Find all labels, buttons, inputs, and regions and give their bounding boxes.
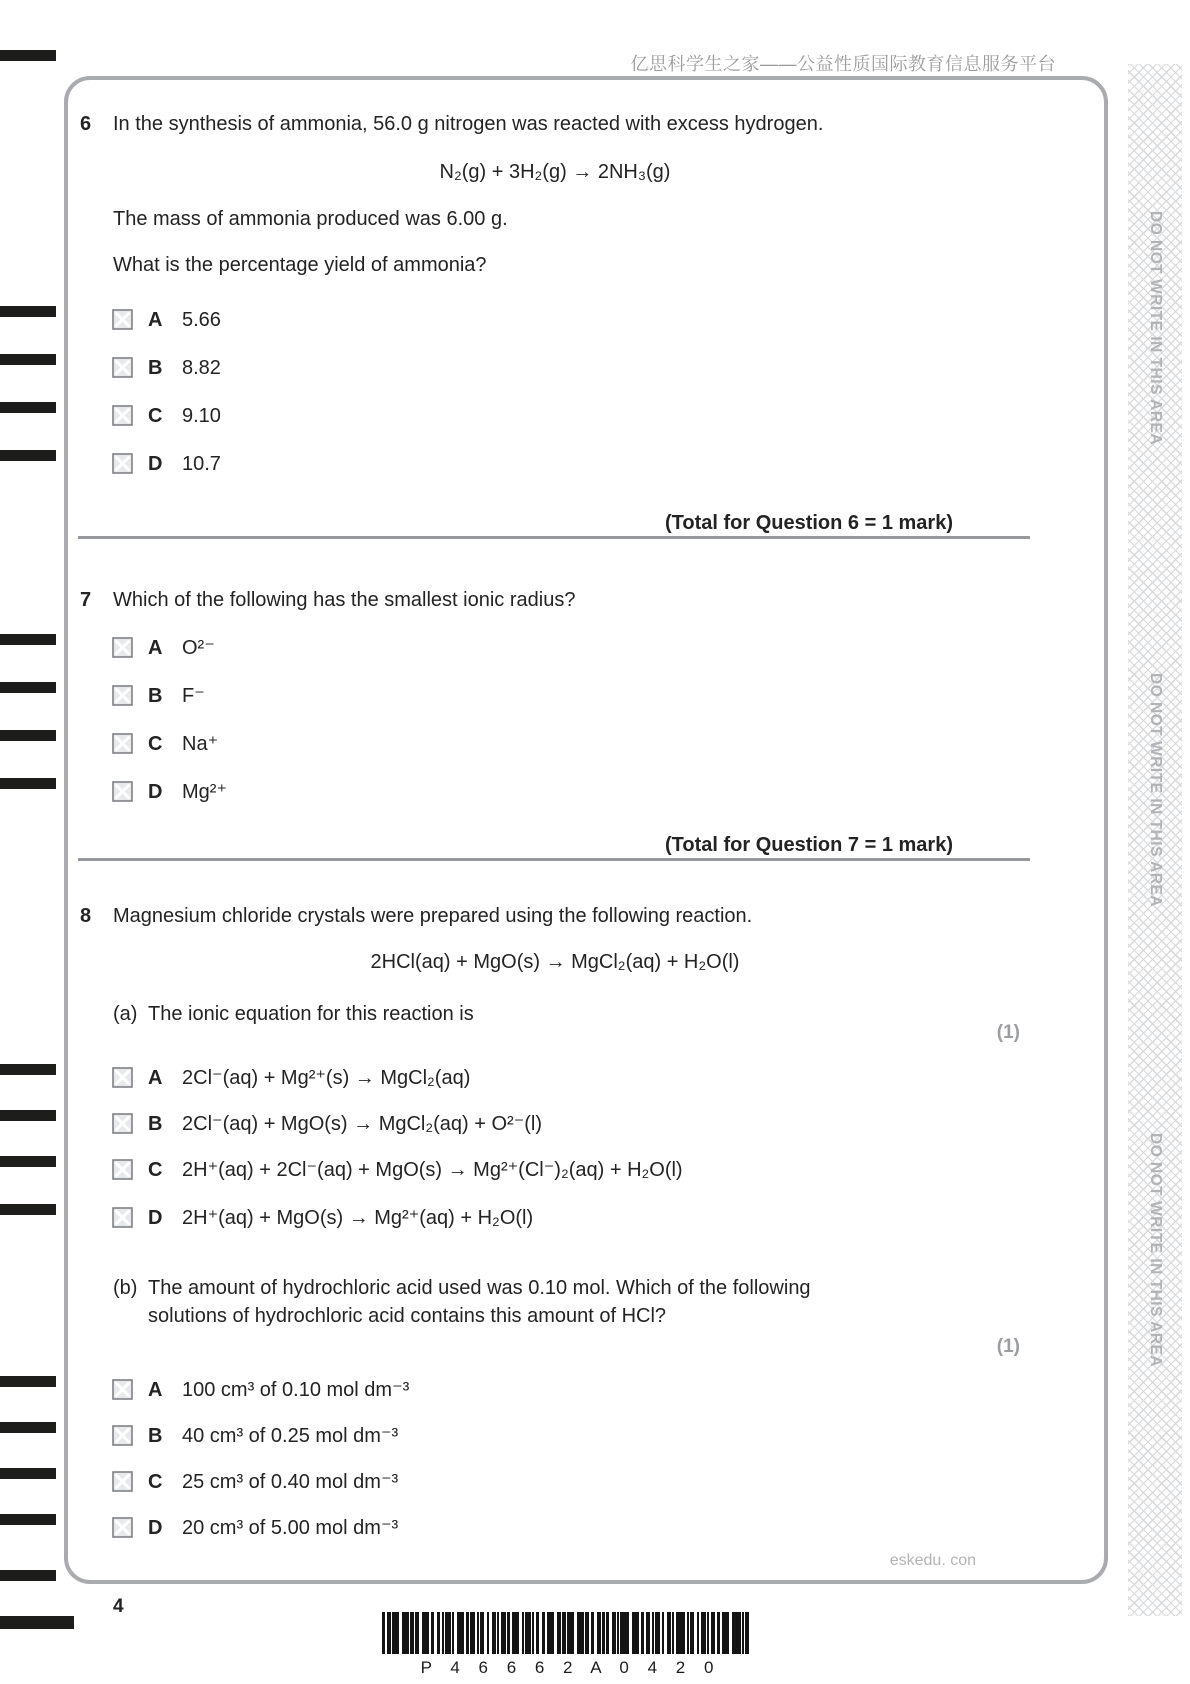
option-text: 100 cm³ of 0.10 mol dm⁻³ bbox=[182, 1379, 410, 1401]
part-text: The ionic equation for this reaction is bbox=[148, 1003, 474, 1025]
option-row bbox=[112, 356, 221, 380]
answer-checkbox[interactable] bbox=[112, 637, 133, 658]
option-letter: B bbox=[148, 1425, 163, 1447]
registration-mark bbox=[0, 306, 56, 317]
do-not-write-label: DO NOT WRITE IN THIS AREA bbox=[1147, 672, 1164, 908]
answer-checkbox[interactable] bbox=[112, 1207, 133, 1228]
option-row bbox=[112, 1206, 533, 1230]
question-stem: In the synthesis of ammonia, 56.0 g nitrogen was reacted with excess hydrogen. bbox=[113, 113, 824, 135]
registration-mark bbox=[0, 1616, 74, 1629]
equation: N₂(g) + 3H₂(g) → 2NH₃(g) bbox=[439, 161, 671, 183]
registration-mark bbox=[0, 1204, 56, 1215]
option-row bbox=[112, 732, 218, 756]
option-text: 9.10 bbox=[182, 405, 221, 427]
answer-checkbox[interactable] bbox=[112, 357, 133, 378]
registration-mark bbox=[0, 1064, 56, 1075]
divider bbox=[78, 858, 1030, 861]
answer-checkbox[interactable] bbox=[112, 1379, 133, 1400]
page-number: 4 bbox=[113, 1596, 124, 1617]
answer-checkbox[interactable] bbox=[112, 405, 133, 426]
option-text: 2H⁺(aq) + MgO(s) → Mg²⁺(aq) + H₂O(l) bbox=[182, 1207, 534, 1229]
question-stem: Magnesium chloride crystals were prepared using the following reaction. bbox=[113, 905, 753, 927]
option-letter: C bbox=[148, 733, 163, 755]
question-stem: Which of the following has the smallest ionic radius? bbox=[113, 589, 576, 611]
option-text: 2H⁺(aq) + 2Cl⁻(aq) + MgO(s) → Mg²⁺(Cl⁻)₂(aq) + H₂O(l) bbox=[182, 1159, 683, 1181]
registration-mark bbox=[0, 1570, 56, 1581]
option-letter: A bbox=[148, 1067, 163, 1089]
option-letter: D bbox=[148, 781, 163, 803]
question-6-stem-row bbox=[80, 112, 1040, 136]
option-row bbox=[112, 636, 215, 660]
option-text: 8.82 bbox=[182, 357, 221, 379]
option-text: 2Cl⁻(aq) + Mg²⁺(s) → MgCl₂(aq) bbox=[182, 1067, 471, 1089]
answer-checkbox[interactable] bbox=[112, 309, 133, 330]
do-not-write-label: DO NOT WRITE IN THIS AREA bbox=[1147, 210, 1164, 446]
answer-checkbox[interactable] bbox=[112, 1425, 133, 1446]
option-row bbox=[112, 1424, 398, 1448]
equation: 2HCl(aq) + MgO(s) → MgCl₂(aq) + H₂O(l) bbox=[370, 951, 740, 973]
registration-mark bbox=[0, 730, 56, 741]
question-number: 8 bbox=[80, 905, 92, 927]
registration-mark bbox=[0, 1110, 56, 1121]
option-letter: A bbox=[148, 1379, 163, 1401]
question-8-stem-row bbox=[80, 904, 1040, 928]
registration-mark bbox=[0, 50, 56, 61]
marks-badge: (1) bbox=[996, 1022, 1020, 1043]
question-area-box bbox=[64, 76, 1108, 1584]
registration-mark bbox=[0, 634, 56, 645]
question-8a-prompt-row bbox=[113, 1002, 1013, 1026]
option-text: F⁻ bbox=[182, 685, 205, 707]
option-letter: C bbox=[148, 1159, 163, 1181]
option-text: 40 cm³ of 0.25 mol dm⁻³ bbox=[182, 1425, 399, 1447]
question-7-stem-row bbox=[80, 588, 1040, 612]
registration-mark bbox=[0, 1468, 56, 1479]
part-label: (a) bbox=[113, 1003, 138, 1025]
option-row bbox=[112, 1158, 683, 1182]
option-letter: D bbox=[148, 453, 163, 475]
option-text: Mg²⁺ bbox=[182, 781, 227, 803]
registration-mark bbox=[0, 450, 56, 461]
answer-checkbox[interactable] bbox=[112, 781, 133, 802]
part-label: (b) bbox=[113, 1277, 138, 1299]
header-watermark: 亿思科学生之家——公益性质国际教育信息服务平台 bbox=[630, 54, 1056, 74]
option-row bbox=[112, 308, 221, 332]
option-row bbox=[112, 452, 221, 476]
question-8b-prompt-row bbox=[113, 1274, 863, 1330]
option-text: 10.7 bbox=[182, 453, 221, 475]
answer-checkbox[interactable] bbox=[112, 1471, 133, 1492]
registration-mark bbox=[0, 1376, 56, 1387]
option-row bbox=[112, 1470, 398, 1494]
option-row bbox=[112, 780, 227, 804]
option-text: 20 cm³ of 5.00 mol dm⁻³ bbox=[182, 1517, 399, 1539]
option-letter: B bbox=[148, 357, 163, 379]
option-letter: A bbox=[148, 309, 163, 331]
option-letter: D bbox=[148, 1517, 163, 1539]
option-letter: D bbox=[148, 1207, 163, 1229]
question-6-total: (Total for Question 6 = 1 mark) bbox=[664, 512, 953, 534]
answer-checkbox[interactable] bbox=[112, 1517, 133, 1538]
registration-mark bbox=[0, 682, 56, 693]
registration-mark bbox=[0, 778, 56, 789]
registration-mark bbox=[0, 1156, 56, 1167]
option-row bbox=[112, 404, 221, 428]
question-number: 7 bbox=[80, 589, 92, 611]
divider bbox=[78, 536, 1030, 539]
answer-checkbox[interactable] bbox=[112, 1159, 133, 1180]
option-row bbox=[112, 1066, 470, 1090]
barcode bbox=[382, 1612, 752, 1654]
barcode-text: P 4 6 6 6 2 A 0 4 2 0 bbox=[420, 1658, 714, 1677]
question-number: 6 bbox=[80, 113, 92, 135]
question-6-prompt: What is the percentage yield of ammonia? bbox=[113, 254, 487, 276]
option-letter: B bbox=[148, 1113, 163, 1135]
answer-checkbox[interactable] bbox=[112, 685, 133, 706]
registration-mark bbox=[0, 402, 56, 413]
option-text: O²⁻ bbox=[182, 637, 215, 659]
question-6-mass-line: The mass of ammonia produced was 6.00 g. bbox=[113, 208, 508, 230]
option-row bbox=[112, 1112, 542, 1136]
option-text: Na⁺ bbox=[182, 733, 219, 755]
do-not-write-label: DO NOT WRITE IN THIS AREA bbox=[1147, 1132, 1164, 1368]
question-7-total: (Total for Question 7 = 1 mark) bbox=[664, 834, 953, 856]
footer-watermark: eskedu. con bbox=[889, 1552, 976, 1569]
option-letter: A bbox=[148, 637, 163, 659]
answer-checkbox[interactable] bbox=[112, 1113, 133, 1134]
answer-checkbox[interactable] bbox=[112, 453, 133, 474]
option-row bbox=[112, 1378, 409, 1402]
registration-mark bbox=[0, 1514, 56, 1525]
answer-checkbox[interactable] bbox=[112, 733, 133, 754]
part-text: The amount of hydrochloric acid used was 0.10 mol. Which of the following solutions of hydrochloric acid contains this amount of HCl? bbox=[148, 1277, 811, 1327]
registration-mark bbox=[0, 1422, 56, 1433]
option-letter: C bbox=[148, 405, 163, 427]
option-row bbox=[112, 1516, 398, 1540]
option-text: 5.66 bbox=[182, 309, 221, 331]
option-text: 2Cl⁻(aq) + MgO(s) → MgCl₂(aq) + O²⁻(l) bbox=[182, 1113, 543, 1135]
marks-badge: (1) bbox=[996, 1336, 1020, 1357]
option-row bbox=[112, 684, 205, 708]
option-text: 25 cm³ of 0.40 mol dm⁻³ bbox=[182, 1471, 399, 1493]
option-letter: B bbox=[148, 685, 163, 707]
answer-checkbox[interactable] bbox=[112, 1067, 133, 1088]
option-letter: C bbox=[148, 1471, 163, 1493]
registration-mark bbox=[0, 354, 56, 365]
